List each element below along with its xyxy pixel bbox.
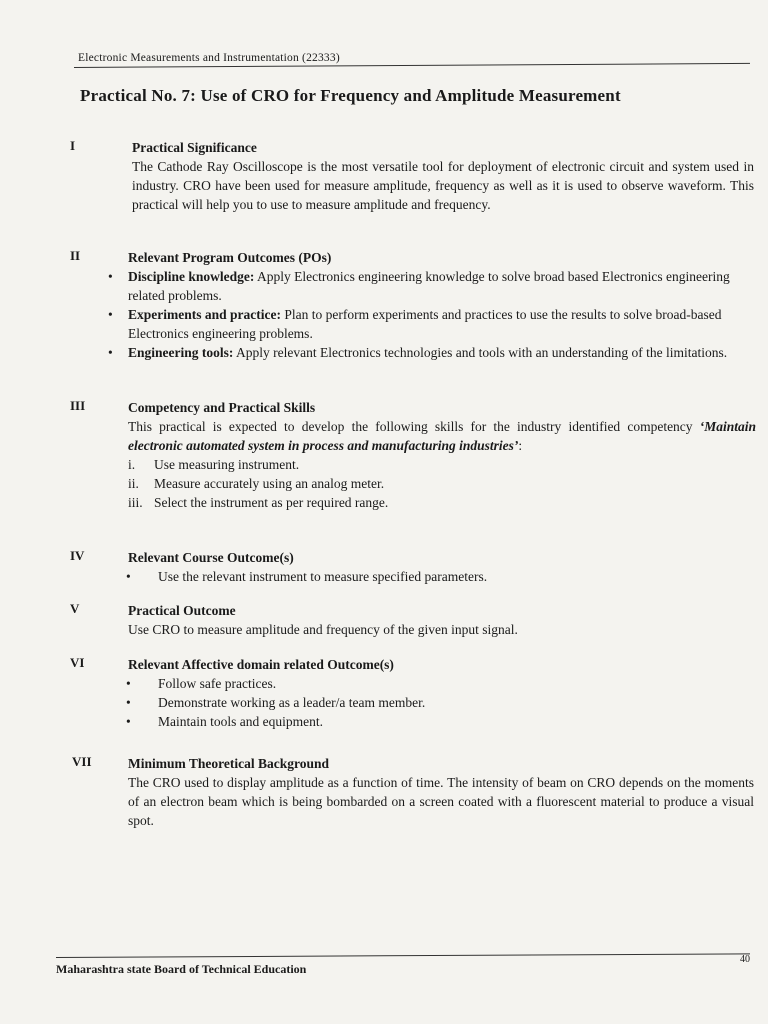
po-label: Experiments and practice: [128, 307, 281, 322]
page-number: 40 [740, 954, 750, 965]
list-item: • Follow safe practices. [128, 674, 756, 693]
list-item [128, 493, 756, 512]
section-heading: Minimum Theoretical Background [128, 756, 330, 771]
section-number: VI [70, 655, 85, 670]
item-text: Select the instrument as per required range. [154, 495, 389, 510]
competency-text: ‘Maintain electronic automated system in process and manufacturing industries’ [128, 419, 756, 453]
section-heading: Practical Outcome [128, 603, 236, 618]
section-text [128, 417, 756, 455]
po-text: Plan to perform experiments and practices to use the results to solve broad-based Electronics engineering problems. [128, 307, 722, 341]
section-number: VII [72, 754, 92, 769]
section-heading: Competency and Practical Skills [128, 400, 316, 415]
footer-board-name: Maharashtra state Board of Technical Education [56, 962, 307, 976]
text-after: : [518, 438, 523, 453]
item-text: Use measuring instrument. [154, 457, 300, 472]
item-numeral: iii. [128, 495, 143, 510]
item-text: Measure accurately using an analog meter. [154, 476, 385, 491]
affective-outcome-list [128, 674, 756, 731]
section-number: IV [70, 548, 85, 563]
section-text: Use CRO to measure amplitude and frequency of the given input signal. [128, 622, 518, 637]
po-label: Engineering tools: [128, 345, 234, 360]
section-number: II [70, 248, 81, 263]
list-item [128, 455, 756, 474]
list-item [128, 343, 756, 362]
section-number: V [70, 601, 80, 616]
po-text: Apply relevant Electronics technologies and tools with an understanding of the limitations. [233, 345, 728, 360]
list-item [128, 474, 756, 493]
po-text: Apply Electronics engineering knowledge to solve broad based Electronics engineering related problems. [128, 269, 730, 303]
text-before: This practical is expected to develop the following skills for the industry identified competency [128, 419, 700, 434]
footer-rule [56, 953, 750, 958]
list-item [128, 267, 756, 305]
section-heading: Relevant Course Outcome(s) [128, 550, 294, 565]
list-item: • Maintain tools and equipment. [128, 712, 756, 731]
section-number: I [70, 138, 76, 153]
item-numeral: ii. [128, 476, 139, 491]
skills-list [128, 455, 756, 512]
list-item [128, 305, 756, 343]
section-heading: Practical Significance [132, 140, 257, 155]
course-outcome-list [128, 567, 756, 586]
section-text: The Cathode Ray Oscilloscope is the most versatile tool for deployment of electronic circuit and system used in industry. CRO have been used for measure amplitude, frequency as well as it is used to observe waveform. This practical will help you to use to measure amplitude and frequency. [132, 159, 754, 212]
running-header: Electronic Measurements and Instrumentation (22333) [78, 52, 340, 64]
section-heading: Relevant Program Outcomes (POs) [128, 250, 332, 265]
item-numeral: i. [128, 457, 136, 472]
section-text: The CRO used to display amplitude as a function of time. The intensity of beam on CRO depends on the moments of an electron beam which is being bombarded on a screen coated with a fluorescent material to produce a visual spot. [128, 775, 754, 828]
list-item: • Use the relevant instrument to measure specified parameters. [128, 567, 756, 586]
section-heading: Relevant Affective domain related Outcome(s) [128, 657, 394, 672]
practical-title: Practical No. 7: Use of CRO for Frequency and Amplitude Measurement [80, 86, 621, 105]
po-label: Discipline knowledge: [128, 269, 255, 284]
po-list [128, 267, 756, 362]
section-number: III [70, 398, 86, 413]
list-item: • Demonstrate working as a leader/a team member. [128, 693, 756, 712]
